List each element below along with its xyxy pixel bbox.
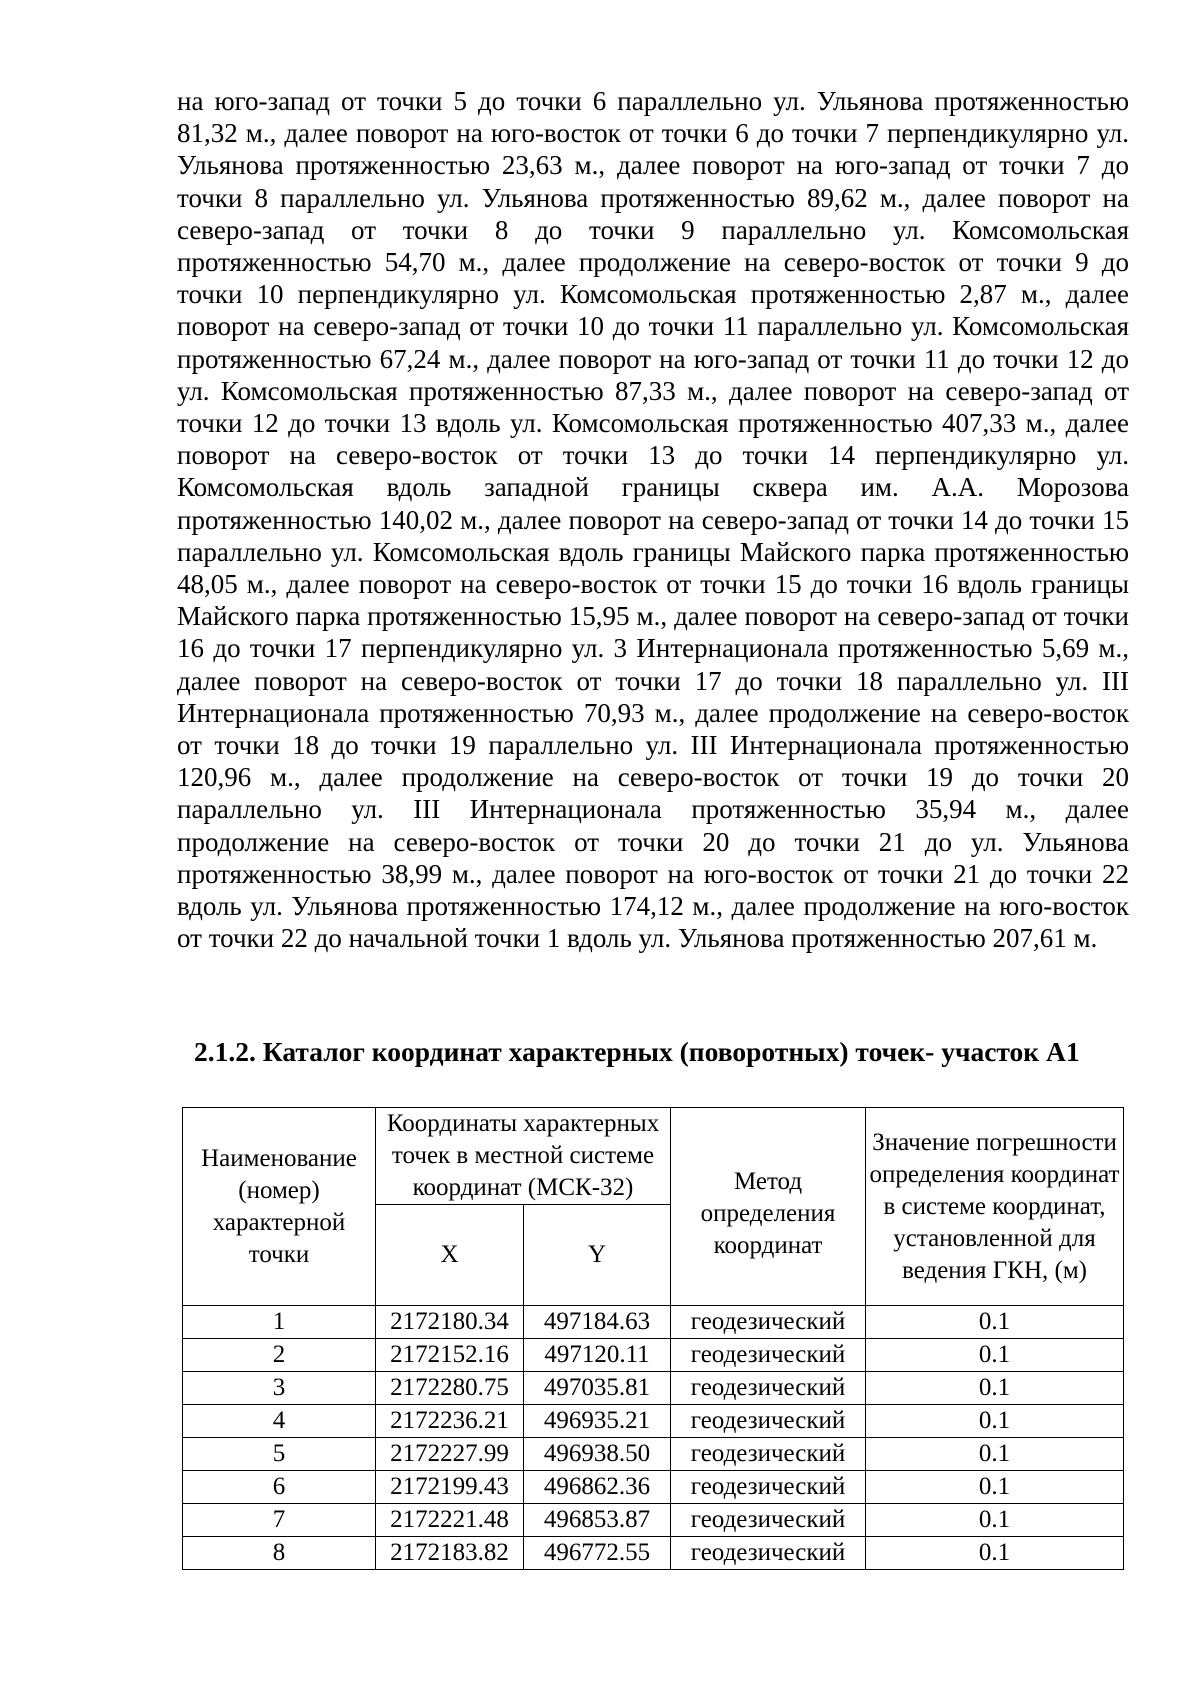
cell-y: 496853.87 <box>524 1504 671 1537</box>
cell-method: геодезический <box>671 1438 866 1471</box>
table-row <box>183 1372 1124 1405</box>
cell-x: 2172227.99 <box>376 1438 524 1471</box>
cell-method: геодезический <box>671 1471 866 1504</box>
section-heading: 2.1.2. Каталог координат характерных (поворотных) точек- участок А1 <box>194 1036 1080 1067</box>
cell-x: 2172183.82 <box>376 1537 524 1570</box>
cell-point-number: 7 <box>183 1504 376 1537</box>
header-coordinates: Координаты характерных точек в местной системе координат (МСК-32) <box>376 1108 671 1205</box>
table-row <box>183 1504 1124 1537</box>
table-row <box>183 1438 1124 1471</box>
cell-x: 2172221.48 <box>376 1504 524 1537</box>
table-row <box>183 1405 1124 1438</box>
cell-method: геодезический <box>671 1372 866 1405</box>
cell-x: 2172152.16 <box>376 1339 524 1372</box>
table-row <box>183 1339 1124 1372</box>
cell-point-number: 4 <box>183 1405 376 1438</box>
cell-y: 497120.11 <box>524 1339 671 1372</box>
header-x: X <box>376 1205 524 1306</box>
cell-method: геодезический <box>671 1537 866 1570</box>
cell-point-number: 1 <box>183 1306 376 1339</box>
cell-x: 2172180.34 <box>376 1306 524 1339</box>
cell-error: 0.1 <box>866 1339 1124 1372</box>
cell-error: 0.1 <box>866 1405 1124 1438</box>
cell-point-number: 6 <box>183 1471 376 1504</box>
cell-error: 0.1 <box>866 1438 1124 1471</box>
cell-x: 2172236.21 <box>376 1405 524 1438</box>
cell-point-number: 2 <box>183 1339 376 1372</box>
cell-method: геодезический <box>671 1306 866 1339</box>
cell-y: 497184.63 <box>524 1306 671 1339</box>
cell-method: геодезический <box>671 1504 866 1537</box>
cell-x: 2172280.75 <box>376 1372 524 1405</box>
table-row <box>183 1537 1124 1570</box>
cell-y: 497035.81 <box>524 1372 671 1405</box>
cell-error: 0.1 <box>866 1504 1124 1537</box>
cell-point-number: 3 <box>183 1372 376 1405</box>
cell-error: 0.1 <box>866 1537 1124 1570</box>
header-method: Метод определения координат <box>671 1108 866 1306</box>
cell-y: 496938.50 <box>524 1438 671 1471</box>
header-point-name: Наименование (номер) характерной точки <box>183 1108 376 1306</box>
cell-error: 0.1 <box>866 1372 1124 1405</box>
header-y: Y <box>524 1205 671 1306</box>
cell-y: 496862.36 <box>524 1471 671 1504</box>
table-row <box>183 1471 1124 1504</box>
cell-error: 0.1 <box>866 1306 1124 1339</box>
cell-y: 496772.55 <box>524 1537 671 1570</box>
cell-point-number: 5 <box>183 1438 376 1471</box>
cell-x: 2172199.43 <box>376 1471 524 1504</box>
table-row <box>183 1306 1124 1339</box>
cell-method: геодезический <box>671 1339 866 1372</box>
cell-point-number: 8 <box>183 1537 376 1570</box>
coordinates-table <box>182 1107 1124 1570</box>
cell-error: 0.1 <box>866 1471 1124 1504</box>
cell-y: 496935.21 <box>524 1405 671 1438</box>
table-header-row <box>183 1108 1124 1205</box>
body-paragraph: на юго-запад от точки 5 до точки 6 параллельно ул. Ульянова протяженностью 81,32 м., далее поворот на юго-восток от точки 6 до точки 7 перпендикулярно ул. Ульянова протяженностью 23,63 м., далее поворот на юго-запад от точки 7 до точки 8 параллельно ул. Ульянова протяженностью 89,62 м., далее поворот на северо-запад от точки 8 до точки 9 параллельно ул. Комсомольская протяженностью 54,70 м., далее продолжение на северо-восток от точки 9 до точки 10 перпендикулярно ул. Комсомольская протяженностью 2,87 м., далее поворот на северо-запад от точки 10 до точки 11 параллельно ул. Комсомольская протяженностью 67,24 м., далее поворот на юго-запад от точки 11 до точки 12 до ул. Комсомольская протяженностью 87,33 м., далее поворот на северо-запад от точки 12 до точки 13 вдоль ул. Комсомольская протяженностью 407,33 м., далее поворот на северо-восток от точки 13 до точки 14 перпендикулярно ул. Комсомольская вдоль западной границы сквера им. А.А. Морозова протяженностью 140,02 м., далее поворот на северо-запад от точки 14 до точки 15 параллельно ул. Комсомольская вдоль границы Майского парка протяженностью 48,05 м., далее поворот на северо-восток от точки 15 до точки 16 вдоль границы Майского парка протяженностью 15,95 м., далее поворот на северо-запад от точки 16 до точки 17 перпендикулярно ул. 3 Интернационала протяженностью 5,69 м., далее поворот на северо-восток от точки 17 до точки 18 параллельно ул. III Интернационала протяженностью 70,93 м., далее продолжение на северо-восток от точки 18 до точки 19 параллельно ул. III Интернационала протяженностью 120,96 м., далее продолжение на северо-восток от точки 19 до точки 20 параллельно ул. III Интернационала протяженностью 35,94 м., далее продолжение на северо-восток от точки 20 до точки 21 до ул. Ульянова протяженностью 38,99 м., далее поворот на юго-восток от точки 21 до точки 22 вдоль ул. Ульянова протяженностью 174,12 м., далее продолжение на юго-восток от точки 22 до начальной точки 1 вдоль ул. Ульянова протяженностью 207,61 м. <box>177 86 1129 954</box>
cell-method: геодезический <box>671 1405 866 1438</box>
header-error: Значение погрешности определения координат в системе координат, установленной для ведения ГКН, (м) <box>866 1108 1124 1306</box>
